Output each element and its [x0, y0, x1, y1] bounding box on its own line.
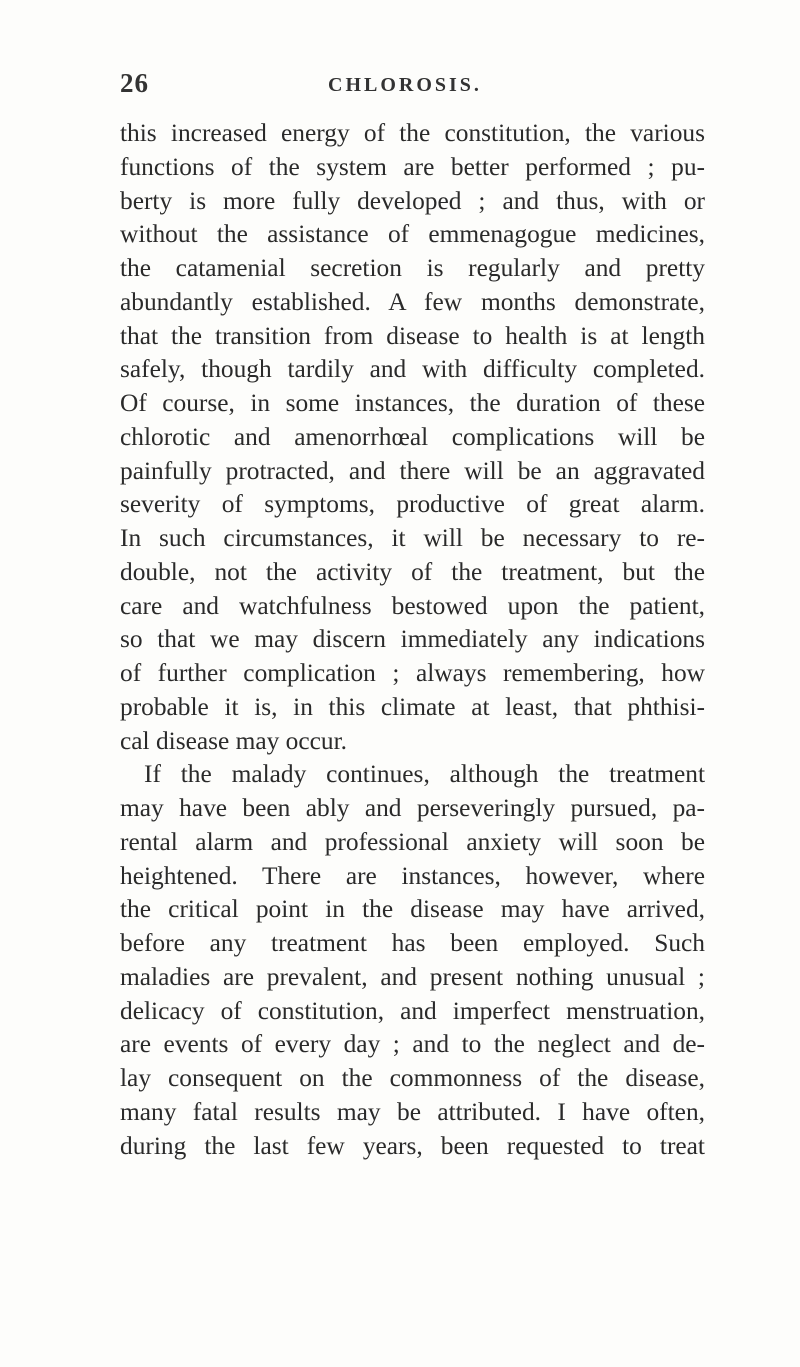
text-line: the catamenial secretion is regularly and pretty — [120, 254, 705, 282]
text-line: rental alarm and professional anxiety will soon be — [120, 827, 705, 856]
text-line: probable it is, in this climate at least, that phthisi- — [120, 692, 705, 721]
text-line: delicacy of constitution, and imperfect menstruation, — [120, 996, 705, 1025]
text-line: safely, though tardily and with difficulty completed. — [120, 355, 705, 384]
running-head: CHLOROSIS. — [328, 74, 482, 96]
text-line: abundantly established. A few months demonstrate, — [120, 287, 705, 316]
text-line: maladies are prevalent, and present nothing unusual ; — [120, 962, 705, 991]
text-line: If the malady continues, although the treatment — [144, 760, 705, 789]
text-line: chlorotic and amenorrhœal complications will be — [120, 422, 705, 451]
page-number: 26 — [120, 68, 149, 98]
text-line: lay consequent on the commonness of the disease, — [120, 1064, 705, 1092]
text-line: heightened. There are instances, however, where — [120, 861, 705, 890]
text-line: before any treatment has been employed. Such — [120, 929, 705, 957]
text-line: the critical point in the disease may have arrived, — [120, 895, 705, 924]
text-line: this increased energy of the constitution, the various — [120, 119, 705, 147]
text-line: without the assistance of emmenagogue medicines, — [120, 220, 705, 249]
text-line: care and watchfulness bestowed upon the patient, — [120, 591, 705, 620]
text-line: painfully protracted, and there will be an aggravated — [120, 456, 705, 485]
text-line: In such circumstances, it will be necessary to re- — [120, 524, 705, 552]
text-line: Of course, in some instances, the duration of these — [120, 389, 705, 417]
text-line: cal disease may occur. — [120, 726, 348, 755]
body-text — [120, 117, 705, 1163]
text-line: severity of symptoms, productive of great alarm. — [120, 490, 705, 519]
text-line: berty is more fully developed ; and thus, with or — [120, 186, 705, 215]
text-line: that the transition from disease to health is at length — [120, 321, 705, 350]
text-line: are events of every day ; and to the neglect and de- — [120, 1030, 705, 1059]
text-line: many fatal results may be attributed. I have often, — [120, 1097, 705, 1126]
text-line: so that we may discern immediately any indications — [120, 625, 705, 654]
text-line: double, not the activity of the treatment, but the — [120, 557, 705, 586]
text-line: may have been ably and perseveringly pursued, pa- — [120, 794, 705, 822]
text-line: of further complication ; always remembering, how — [120, 659, 705, 687]
text-line: functions of the system are better performed ; pu- — [120, 152, 705, 181]
text-line: during the last few years, been requested to treat — [120, 1131, 705, 1160]
